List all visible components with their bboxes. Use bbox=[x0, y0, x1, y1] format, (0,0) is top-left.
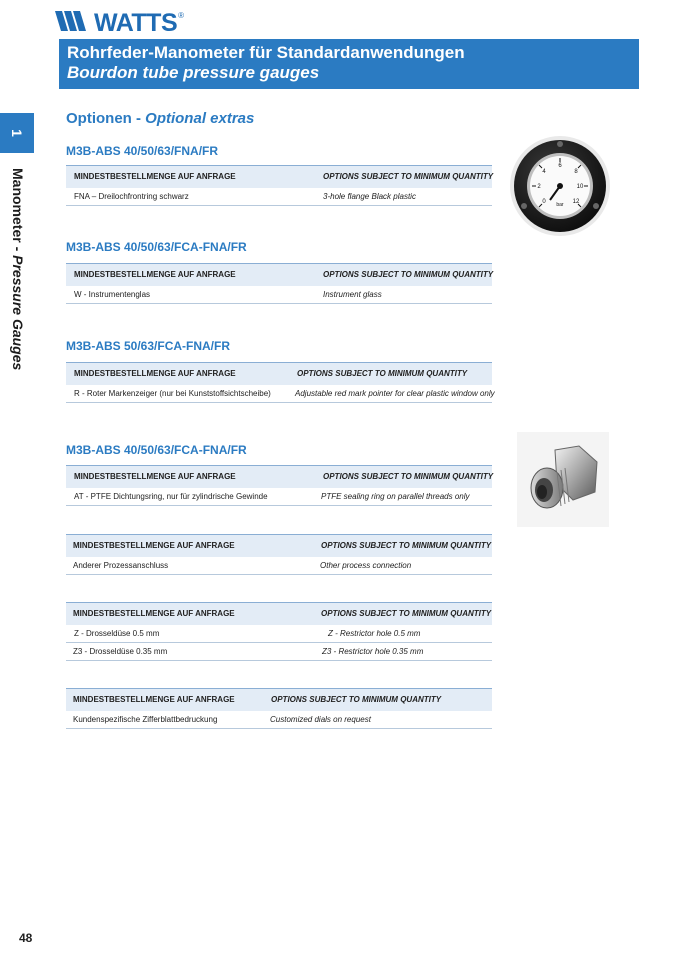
pressure-gauge-icon bbox=[508, 134, 613, 239]
row-en: Other process connection bbox=[320, 561, 412, 570]
table-row bbox=[66, 625, 492, 643]
table-header bbox=[66, 165, 492, 188]
options-table bbox=[66, 263, 492, 304]
table-row bbox=[66, 385, 495, 403]
row-en: Instrument glass bbox=[323, 290, 382, 299]
header-title-en: Bourdon tube pressure gauges bbox=[67, 63, 320, 82]
header-de: MINDESTBESTELLMENGE AUF ANFRAGE bbox=[73, 541, 235, 550]
row-de: R - Roter Markenzeiger (nur bei Kunststoffsichtscheibe) bbox=[74, 389, 271, 398]
dial-tick-label: 10 bbox=[576, 184, 584, 190]
side-label-en: Pressure Gauges bbox=[10, 255, 26, 371]
header-en: OPTIONS SUBJECT TO MINIMUM QUANTITY bbox=[321, 609, 492, 618]
section-title-en: Optional extras bbox=[145, 110, 255, 127]
row-de: Z3 - Drosseldüse 0.35 mm bbox=[73, 647, 168, 656]
chapter-side-label bbox=[8, 168, 28, 428]
chapter-tab bbox=[0, 113, 34, 153]
table-header bbox=[66, 263, 492, 286]
registered-mark: ® bbox=[178, 11, 185, 20]
fitting-image bbox=[517, 432, 609, 532]
threaded-fitting-icon bbox=[517, 432, 609, 527]
row-de: Anderer Prozessanschluss bbox=[73, 561, 169, 570]
chapter-number: 1 bbox=[8, 129, 25, 137]
header-en: OPTIONS SUBJECT TO MINIMUM QUANTITY bbox=[321, 541, 492, 550]
table-row bbox=[66, 188, 492, 206]
product-code: M3B-ABS 40/50/63/FCA-FNA/FR bbox=[66, 240, 247, 254]
brand-name: WATTS bbox=[94, 9, 178, 37]
dial-unit: bar bbox=[556, 202, 564, 208]
table-header bbox=[66, 602, 492, 625]
section-title bbox=[66, 110, 254, 127]
header-en: OPTIONS SUBJECT TO MINIMUM QUANTITY bbox=[271, 695, 442, 704]
row-en: Customized dials on request bbox=[270, 715, 371, 724]
header-de: MINDESTBESTELLMENGE AUF ANFRAGE bbox=[74, 270, 236, 279]
options-table bbox=[66, 362, 495, 403]
header-title-de: Rohrfeder-Manometer für Standardanwendungen bbox=[67, 43, 465, 62]
header-de: MINDESTBESTELLMENGE AUF ANFRAGE bbox=[73, 609, 235, 618]
gauge-flange-image bbox=[508, 134, 613, 244]
row-en: 3-hole flange Black plastic bbox=[323, 192, 416, 201]
side-label-de: Manometer - bbox=[10, 168, 26, 256]
table-row bbox=[66, 557, 492, 575]
page-number: 48 bbox=[19, 931, 33, 945]
header-de: MINDESTBESTELLMENGE AUF ANFRAGE bbox=[74, 369, 236, 378]
row-de: AT - PTFE Dichtungsring, nur für zylindrische Gewinde bbox=[74, 492, 268, 501]
row-en: Adjustable red mark pointer for clear plastic window only bbox=[295, 389, 495, 398]
dial-tick-label: 8 bbox=[574, 169, 578, 175]
table-row bbox=[66, 711, 492, 729]
table-row bbox=[66, 643, 492, 661]
options-table bbox=[66, 688, 492, 729]
table-header bbox=[66, 362, 492, 385]
options-table bbox=[66, 602, 492, 661]
row-de: W - Instrumentenglas bbox=[74, 290, 151, 299]
row-de: FNA – Dreilochfrontring schwarz bbox=[74, 192, 189, 201]
table-row bbox=[66, 488, 492, 506]
header-en: OPTIONS SUBJECT TO MINIMUM QUANTITY bbox=[323, 472, 494, 481]
table-header bbox=[66, 688, 492, 711]
row-en: Z3 - Restrictor hole 0.35 mm bbox=[322, 647, 424, 656]
dial-tick-label: 6 bbox=[558, 163, 562, 169]
row-de: Z - Drosseldüse 0.5 mm bbox=[74, 629, 160, 638]
table-row bbox=[66, 286, 492, 304]
table-header bbox=[66, 465, 492, 488]
header-en: OPTIONS SUBJECT TO MINIMUM QUANTITY bbox=[323, 172, 494, 181]
page-header bbox=[59, 39, 639, 89]
header-en: OPTIONS SUBJECT TO MINIMUM QUANTITY bbox=[297, 369, 468, 378]
options-table bbox=[66, 465, 492, 506]
options-table bbox=[66, 534, 492, 575]
dial-tick-label: 12 bbox=[572, 199, 580, 205]
dial-tick-label: 4 bbox=[542, 169, 546, 175]
watts-logo bbox=[55, 9, 184, 37]
dial-tick-label: 2 bbox=[537, 184, 541, 190]
header-en: OPTIONS SUBJECT TO MINIMUM QUANTITY bbox=[323, 270, 494, 279]
row-de: Kundenspezifische Zifferblattbedruckung bbox=[73, 715, 218, 724]
header-de: MINDESTBESTELLMENGE AUF ANFRAGE bbox=[74, 472, 236, 481]
product-code: M3B-ABS 40/50/63/FCA-FNA/FR bbox=[66, 443, 247, 457]
options-table bbox=[66, 165, 492, 206]
product-code: M3B-ABS 50/63/FCA-FNA/FR bbox=[66, 339, 231, 353]
dial-tick-label: 0 bbox=[542, 199, 546, 205]
header-de: MINDESTBESTELLMENGE AUF ANFRAGE bbox=[74, 172, 236, 181]
table-header bbox=[66, 534, 492, 557]
section-title-de: Optionen - bbox=[66, 110, 146, 127]
header-de: MINDESTBESTELLMENGE AUF ANFRAGE bbox=[73, 695, 235, 704]
row-en: Z - Restrictor hole 0.5 mm bbox=[328, 629, 421, 638]
product-code: M3B-ABS 40/50/63/FNA/FR bbox=[66, 144, 219, 158]
row-en: PTFE sealing ring on parallel threads only bbox=[321, 492, 470, 501]
watts-logo-mark-icon bbox=[55, 9, 93, 33]
